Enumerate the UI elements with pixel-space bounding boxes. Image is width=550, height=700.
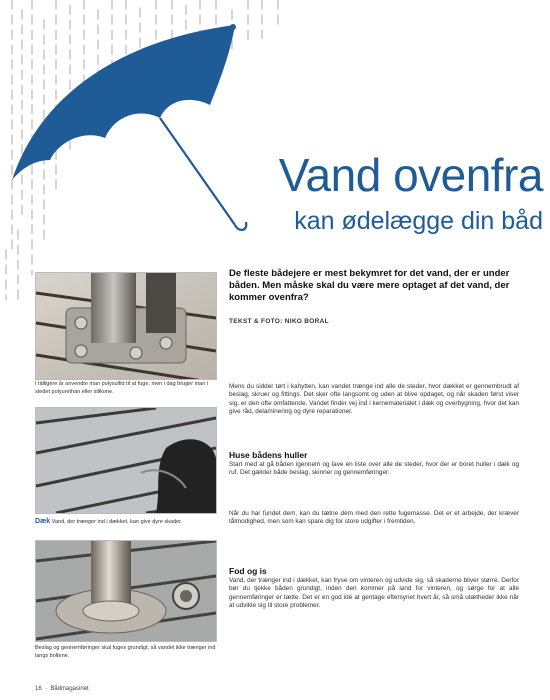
caption-label: Dæk [35, 518, 51, 525]
body-paragraph-3: Når du har fundet dem, kan du tætne dem med den rette fugemasse. Det er et arbejde, der kræver tålmodighed, men som kan spare dig for store udgifter i fremtiden. [229, 510, 519, 526]
photo-caption-3: Beslag og gennemføringer skal fuges grundigt, så vandet ikke trænger ind langs boltene. [35, 645, 216, 659]
photo-stanchion-base [35, 540, 217, 642]
body-paragraph-1: Mens du sidder tørt i kahytten, kan vandet trænge ind alle de steder, hvor dækket er gennembrudt af beslag, skruer og fittings. Det sker ofte langsomt og uden at blive opdaget, og når skaden først viser sig, er den ofte omfattende. Vandet finder vej ind i kernematerialet i dæk og overbygning, hvor det kan give råd, delaminering og dyre reparationer. [229, 383, 519, 415]
body-paragraph-2: Start med at gå båden igennem og lave en liste over alle de steder, hvor der er boret huller i dæk og ruf. Det gælder både beslag, skinner og gennemføringer. [229, 461, 519, 477]
page-footer: 16 · Bådmagasinet [35, 686, 89, 692]
photo-deck-fitting [35, 272, 217, 380]
caption-text: Vand, der trænger ind i dækket, kan give dyre skader. [51, 519, 183, 525]
body-paragraph-4: Vand, der trænger ind i dækket, kan fryse om vinteren og udvide sig, så skaderne bliver større. Derfor bør du tjekke båden grundigt, inden den kommer på land for vinteren, og sørge for at alle gennemføringer er tætte. Det er en god idé at gentage eftersynet hvert år, så små utætheder ikke når at udvikle sig til store problemer. [229, 577, 519, 609]
photo-caption-2 [35, 518, 217, 527]
page-subtitle: kan ødelægge din båd [294, 207, 543, 235]
photo-teak-deck [35, 407, 217, 514]
photo-caption-1: I tidligere år anvendte man polysulfid til at fuge, men i dag bruger man i stedet polyurethan eller silikone. [35, 381, 209, 395]
article-byline: TEKST & FOTO: NIKO BORAL [229, 318, 329, 325]
section-heading-1: Huse bådens huller [229, 450, 308, 460]
page-title: Vand ovenfra [278, 149, 543, 201]
magazine-name: Bådmagasinet [50, 686, 89, 692]
article-lead: De fleste bådejere er mest bekymret for det vand, der er under båden. Men måske skal du være mere optaget af det vand, der kommer ovenfra? [229, 268, 510, 303]
section-heading-2: Fod og is [229, 566, 267, 576]
page-number: 16 [35, 686, 42, 692]
